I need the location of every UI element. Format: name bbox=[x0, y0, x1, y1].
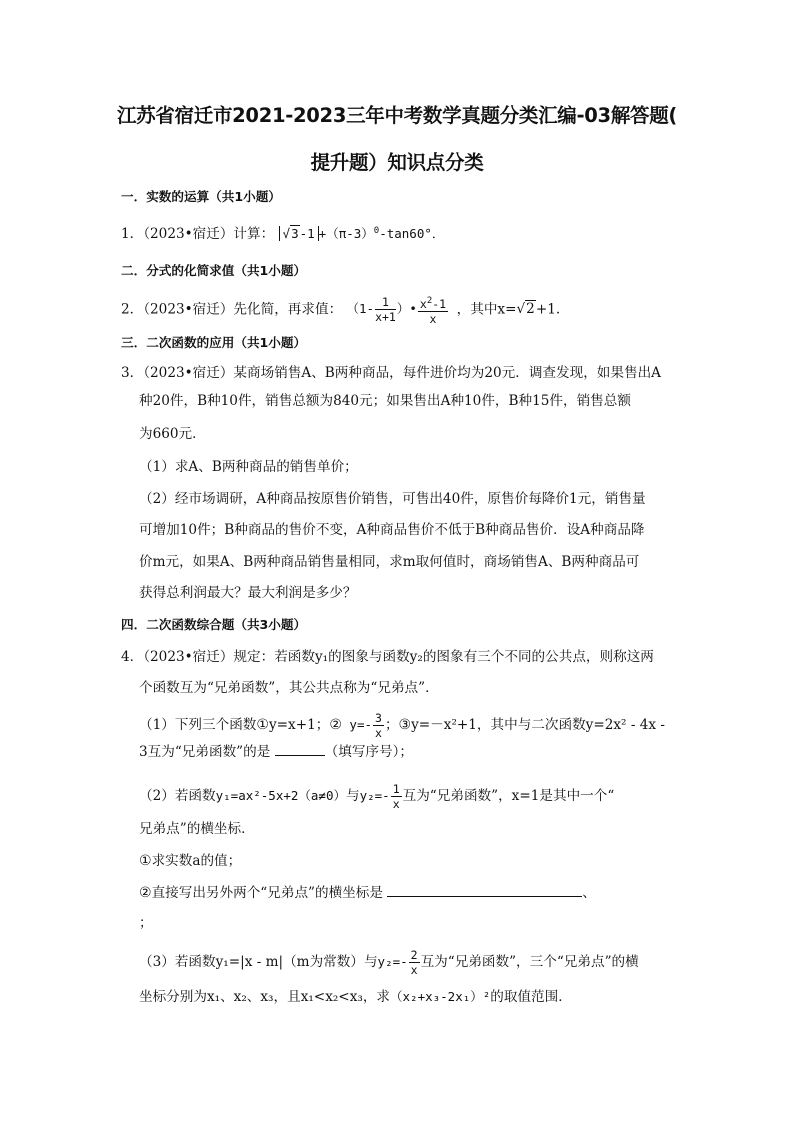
q3-line-2: 种20件，B种10件，销售总额为840元；如果售出A种10件，B种15件，销售总额 bbox=[139, 393, 631, 409]
section-heading-4: 四．二次函数综合题（共3小题） bbox=[121, 617, 307, 632]
doc-title-line2: 提升题）知识点分类 bbox=[310, 151, 484, 174]
circled-2-icon: ② bbox=[329, 717, 342, 733]
q4-part-3-line-1: （3）若函数y₁=|x - m|（m为常数）与y₂=- $\frac{2}{x}$ 互为“兄弟函数”，三个“兄弟点”的横 bbox=[139, 948, 639, 977]
q4-part-3-line-2: 坐标分别为x₁、x₂、x₃，且x₁<x₂<x₃，求（x₂+x₃-2x₁）²的取值范围． bbox=[139, 989, 572, 1005]
answer-blank-1[interactable] bbox=[275, 744, 325, 756]
q1-expression: $√3-1 +(\pi-3)^0-\tan 60^\circ$． bbox=[279, 226, 445, 241]
q3-part-2-line-4: 获得总利润最大？最大利润是多少？ bbox=[139, 585, 357, 601]
q4-line-2: 个函数互为“兄弟函数”，其公共点称为“兄弟点”． bbox=[139, 680, 439, 696]
q3-part-2-line-2: 可增加10件；B种商品的售价不变，A种商品售价不低于B种商品售价．设A种商品降 bbox=[139, 522, 645, 538]
q4-part-2-sub-2: ②直接写出另外两个“兄弟点”的横坐标是 、 bbox=[139, 885, 596, 901]
q4-part-1-line-2: 3互为“兄弟函数”的是 （填写序号）； bbox=[139, 744, 413, 760]
q4-part-1-line-1: （1）下列三个函数①y=x+1；② y=- $\frac{3}{x}$ ；③y=－x²+1，其中与二次函数y=2x² - 4x - bbox=[139, 711, 665, 740]
q1-abs: √3-1 bbox=[279, 226, 319, 241]
question-2: 2．（2023•宿迁）先化简，再求值： （1- $\frac{1}{x+1}$ ）• $\frac{x^2-1}{x}$ ，其中x=√2+1. bbox=[121, 295, 561, 326]
circled-2-icon: ② bbox=[139, 885, 152, 901]
circled-1-icon: ① bbox=[256, 717, 269, 733]
question-1 bbox=[121, 222, 444, 243]
q3-line-1: 3．（2023•宿迁）某商场销售A、B两种商品，每件进价均为20元．调查发现，如果售出A bbox=[121, 365, 661, 381]
section-heading-1: 一．实数的运算（共1小题） bbox=[121, 189, 281, 204]
section-heading-3: 三．二次函数的应用（共1小题） bbox=[121, 335, 307, 350]
q1-prefix: 1．（2023•宿迁）计算： bbox=[121, 226, 275, 243]
circled-1-icon: ① bbox=[139, 853, 152, 869]
q4-part-2-sub-1: ①求实数a的值； bbox=[139, 853, 242, 869]
q4-line-1: 4．（2023•宿迁）规定：若函数y₁的图象与函数y₂的图象有三个不同的公共点，则称这两 bbox=[121, 649, 654, 665]
q2-expression: （1- $\frac{1}{x+1}$ ）• $\frac{x^2-1}{x}$ bbox=[346, 295, 447, 326]
q3-line-3: 为660元． bbox=[139, 426, 206, 442]
q3-part-2-line-1: （2）经市场调研，A种商品按原售价销售，可售出40件，原售价每降价1元，销售量 bbox=[139, 491, 646, 507]
section-heading-2: 二．分式的化简求值（共1小题） bbox=[121, 263, 307, 278]
q3-part-2-line-3: 价m元，如果A、B两种商品销售量相同，求m取何值时，商场销售A、B两种商品可 bbox=[139, 554, 640, 570]
q4-part-2-sub-2-line-2: ； bbox=[139, 915, 153, 931]
q4-part-2-line-2: 兄弟点”的横坐标． bbox=[139, 821, 255, 837]
q2-prefix: 2．（2023•宿迁）先化简，再求值： bbox=[121, 301, 343, 318]
circled-3-icon: ③ bbox=[398, 717, 412, 733]
q4-part-2-line-1: （2）若函数y₁=ax²-5x+2（a≠0）与y₂=- $\frac{1}{x}$ 互为“兄弟函数”，x=1是其中一个“ bbox=[139, 782, 615, 811]
q3-part-1: （1）求A、B两种商品的销售单价； bbox=[139, 459, 358, 475]
doc-title-line1: 江苏省宿迁市2021-2023三年中考数学真题分类汇编-03解答题( bbox=[116, 104, 678, 127]
answer-blank-2[interactable] bbox=[387, 885, 582, 897]
